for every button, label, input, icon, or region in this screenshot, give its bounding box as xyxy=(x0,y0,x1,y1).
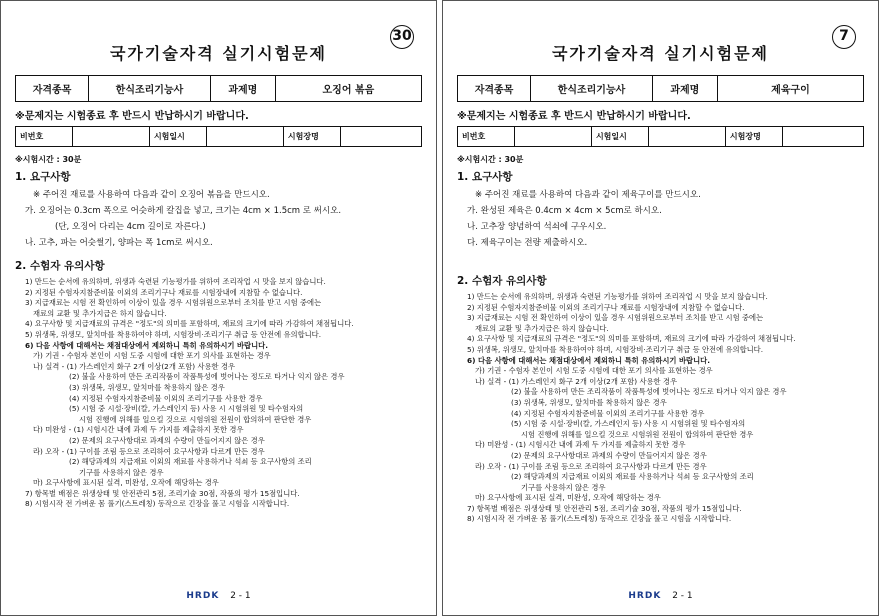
caution-item: (2) 불을 사용하여 만든 조리작품이 작품특성에 벗어나는 정도로 타거나 익지 않은 경우 xyxy=(511,387,787,397)
return-notice: ※문제지는 시험종료 후 반드시 반납하시기 바랍니다. xyxy=(457,111,691,122)
return-notice: ※문제지는 시험종료 후 반드시 반납하시기 바랍니다. xyxy=(15,111,249,122)
caution-item: 6) 다음 사항에 대해서는 채점대상에서 제외하니 특히 유의하시기 바랍니다. xyxy=(467,355,710,365)
requirement-line: ※ 주어진 재료를 사용하여 다음과 같이 제육구이를 만드시오. xyxy=(475,190,701,200)
field-label: 자격종목 xyxy=(458,76,531,102)
cautions-title: 2. 수험자 유의사항 xyxy=(457,275,547,287)
caution-item: 재료의 교환 및 추가지급은 하지 않습니다. xyxy=(33,308,167,318)
caution-item: 라) 오작 - (1) 구이를 조림 등으로 조리하여 요구사항과 다르게 만든 경우 xyxy=(33,446,265,456)
caution-item: 1) 만드는 순서에 유의하며, 위생과 숙련된 기능평가를 위하여 조리작업 시 맛을 보지 않습니다. xyxy=(25,277,326,286)
exam-meta-table xyxy=(15,126,422,147)
caution-item: 마) 요구사항에 표시된 실격, 미완성, 오작에 해당하는 경우 xyxy=(33,478,219,488)
date-label: 시험일시 xyxy=(149,127,206,147)
caution-item: (2) 해당과제의 지급재료 이외의 재료를 사용하거나 석쇠 등 요구사항의 조리 xyxy=(511,472,754,482)
caution-item: 나) 실격 - (1) 가스레인지 화구 2개 이상(2개 포함) 사용한 경우 xyxy=(475,376,678,386)
caution-item: 마) 요구사항에 표시된 실격, 미완성, 오작에 해당하는 경우 xyxy=(475,493,661,503)
caution-item: 3) 지급재료는 시험 전 확인하여 이상이 있을 경우 시험위원으로부터 조치를 받고 시험 중에는 xyxy=(467,313,764,323)
requirements-title: 1. 요구사항 xyxy=(457,171,513,183)
id-label: 비번호 xyxy=(458,127,515,147)
exam-info-table xyxy=(457,75,864,102)
caution-item: 7) 항목별 배점은 위생상태 및 안전관리 5점, 조리기술 30점, 작품의 평가 15점입니다. xyxy=(25,488,300,498)
place-label: 시험장명 xyxy=(283,127,340,147)
requirement-line: (단, 오징어 다리는 4cm 길이로 자른다.) xyxy=(55,222,206,232)
caution-item: 4) 요구사항 및 지급재료의 규격은 "정도"의 의미를 포함하며, 재료의 크기에 따라 가감하여 채점됩니다. xyxy=(467,334,796,344)
page-title: 국가기술자격 실기시험문제 xyxy=(109,44,328,63)
caution-item: (2) 문제의 요구사항대로 과제의 수량이 만들어지지 않은 경우 xyxy=(511,450,707,460)
task-value: 오징어 볶음 xyxy=(275,76,421,102)
caution-item: 3) 지급재료는 시험 전 확인하여 이상이 있을 경우 시험위원으로부터 조치를 받고 시험 중에는 xyxy=(25,298,322,308)
field-value: 한식조리기능사 xyxy=(531,76,653,102)
exam-page-left xyxy=(0,0,437,616)
caution-item: 8) 시험시작 전 가벼운 몸 풀기(스트레칭) 동작으로 긴장을 풀고 시험을 시작합니다. xyxy=(25,499,290,509)
caution-item: 6) 다음 사항에 대해서는 채점대상에서 제외하니 특히 유의하시기 바랍니다. xyxy=(25,340,268,350)
hrdk-logo: HRDK xyxy=(186,591,220,601)
caution-item: 5) 위생복, 위생모, 앞치마를 착용하여야 하며, 시험장비·조리기구 취급 등 안전에 유의합니다. xyxy=(25,329,322,339)
exam-page-right xyxy=(442,0,879,616)
hrdk-logo: HRDK xyxy=(628,591,662,601)
place-label: 시험장명 xyxy=(725,127,782,147)
problem-number-badge: 30 xyxy=(390,25,414,49)
caution-item: 가) 기권 - 수험자 본인이 시험 도중 시험에 대한 포기 의사를 표현하는 경우 xyxy=(475,366,713,376)
caution-item: 라) 오작 - (1) 구이를 조림 등으로 조리하여 요구사항과 다르게 만든 경우 xyxy=(475,461,707,471)
exam-meta-table xyxy=(457,126,864,147)
requirement-line: 나. 고추장 양념하여 석쇠에 구우시오. xyxy=(467,222,607,232)
cautions-title: 2. 수험자 유의사항 xyxy=(15,260,105,272)
caution-item: 8) 시험시작 전 가벼운 몸 풀기(스트레칭) 동작으로 긴장을 풀고 시험을 시작합니다. xyxy=(467,514,732,524)
page-title: 국가기술자격 실기시험문제 xyxy=(551,44,770,63)
caution-item: 2) 지정된 수험자지참준비물 이외의 조리기구나 재료를 시험장내에 지참할 수 없습니다. xyxy=(25,287,303,297)
page-footer xyxy=(443,591,878,601)
caution-item: (5) 시험 중 시설·장비(칼, 가스레인지 등) 사용 시 시험위원 및 타수험자의 xyxy=(511,419,746,429)
page-footer xyxy=(1,591,436,601)
caution-item: 나) 실격 - (1) 가스레인지 화구 2개 이상(2개 포함) 사용한 경우 xyxy=(33,361,236,371)
caution-item: (5) 시험 중 시설·장비(칼, 가스레인지 등) 사용 시 시험위원 및 타수험자의 xyxy=(69,404,304,414)
exam-time: ※시험시간 : 30분 xyxy=(15,155,82,164)
caution-item: (2) 불을 사용하여 만든 조리작품이 작품특성에 벗어나는 정도로 타거나 익지 않은 경우 xyxy=(69,372,345,382)
caution-item: 다) 미완성 - (1) 시험시간 내에 과제 두 가지를 제출하지 못한 경우 xyxy=(475,440,686,450)
caution-item: 4) 요구사항 및 지급재료의 규격은 "정도"의 의미를 포함하며, 재료의 크기에 따라 가감하여 채점됩니다. xyxy=(25,319,354,329)
caution-item: 5) 위생복, 위생모, 앞치마를 착용하여야 하며, 시험장비·조리기구 취급 등 안전에 유의합니다. xyxy=(467,344,764,354)
requirement-line: ※ 주어진 재료를 사용하여 다음과 같이 오징어 볶음을 만드시오. xyxy=(33,190,270,200)
caution-item: 시험 진행에 위해를 일으킬 것으로 시험위원 전원이 합의하여 판단한 경우 xyxy=(521,429,754,439)
exam-time: ※시험시간 : 30분 xyxy=(457,155,524,164)
requirement-line: 다. 제육구이는 전량 제출하시오. xyxy=(467,238,588,248)
field-label: 자격종목 xyxy=(16,76,89,102)
caution-item: 1) 만드는 순서에 유의하며, 위생과 숙련된 기능평가를 위하여 조리작업 시 맛을 보지 않습니다. xyxy=(467,292,768,301)
task-label: 과제명 xyxy=(210,76,275,102)
task-value: 제육구이 xyxy=(717,76,863,102)
page-number: 2 - 1 xyxy=(230,591,251,601)
task-label: 과제명 xyxy=(652,76,717,102)
field-value: 한식조리기능사 xyxy=(89,76,211,102)
requirement-line: 나. 고추, 파는 어슷썰기, 양파는 폭 1cm로 써시오. xyxy=(25,238,213,248)
caution-item: 재료의 교환 및 추가지급은 하지 않습니다. xyxy=(475,323,609,333)
requirements-title: 1. 요구사항 xyxy=(15,171,71,183)
caution-item: (4) 지정된 수험자지참준비물 이외의 조리기구를 사용한 경우 xyxy=(511,408,705,418)
caution-item: (4) 지정된 수험자지참준비물 이외의 조리기구를 사용한 경우 xyxy=(69,393,263,403)
caution-item: (3) 위생복, 위생모, 앞치마를 착용하지 않은 경우 xyxy=(511,397,667,407)
caution-item: 2) 지정된 수험자지참준비물 이외의 조리기구나 재료를 시험장내에 지참할 수 없습니다. xyxy=(467,302,745,312)
caution-item: (3) 위생복, 위생모, 앞치마를 착용하지 않은 경우 xyxy=(69,382,225,392)
caution-item: (2) 문제의 요구사항대로 과제의 수량이 만들어지지 않은 경우 xyxy=(69,435,265,445)
page-number: 2 - 1 xyxy=(672,591,693,601)
caution-item: 다) 미완성 - (1) 시험시간 내에 과제 두 가지를 제출하지 못한 경우 xyxy=(33,425,244,435)
caution-item: 기구를 사용하지 않은 경우 xyxy=(521,482,606,492)
exam-info-table xyxy=(15,75,422,102)
requirement-line: 가. 오징어는 0.3cm 폭으로 어슷하게 칼집을 넣고, 크기는 4cm × 1.5cm 로 써시오. xyxy=(25,206,342,216)
date-label: 시험일시 xyxy=(591,127,648,147)
caution-item: 가) 기권 - 수험자 본인이 시험 도중 시험에 대한 포기 의사를 표현하는 경우 xyxy=(33,351,271,361)
caution-item: 시험 진행에 위해를 일으킬 것으로 시험위원 전원이 합의하여 판단한 경우 xyxy=(79,414,312,424)
problem-number-badge: 7 xyxy=(832,25,856,49)
id-label: 비번호 xyxy=(16,127,73,147)
requirement-line: 가. 완성된 제육은 0.4cm × 4cm × 5cm로 하시오. xyxy=(467,206,662,216)
caution-item: 7) 항목별 배점은 위생상태 및 안전관리 5점, 조리기술 30점, 작품의 평가 15점입니다. xyxy=(467,503,742,513)
caution-item: 기구를 사용하지 않은 경우 xyxy=(79,467,164,477)
caution-item: (2) 해당과제의 지급재료 이외의 재료를 사용하거나 석쇠 등 요구사항의 조리 xyxy=(69,457,312,467)
